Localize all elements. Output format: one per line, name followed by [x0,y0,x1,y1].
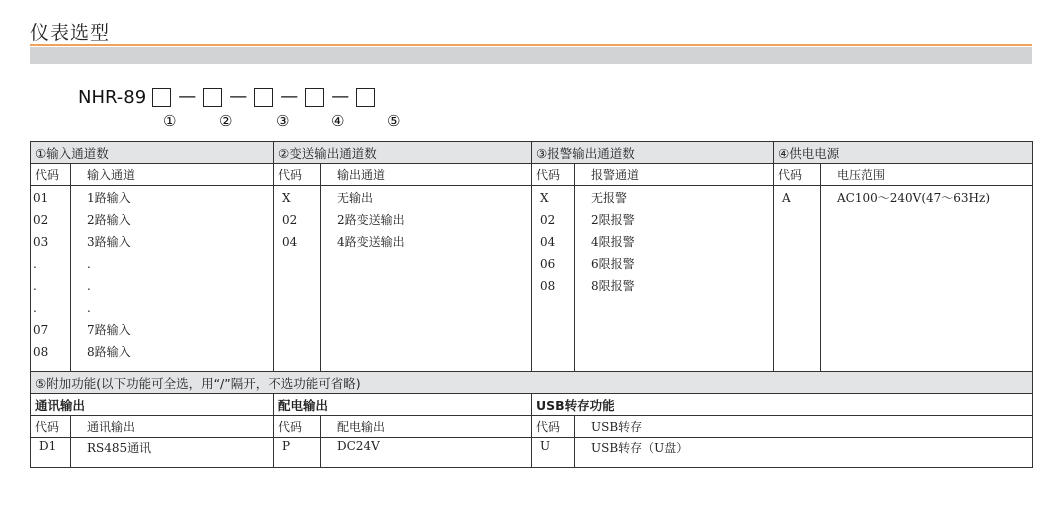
code-item: 02 [540,213,556,227]
value-header: 报警通道 [575,164,774,186]
value-item: USB转存（U盘） [575,438,1033,468]
value-header: 输出通道 [321,164,532,186]
group-header-row [31,142,1033,164]
title-underline [30,44,1032,46]
value-item: . [87,257,91,271]
slot-number-4: ④ [331,112,345,130]
code-header: 代码 [532,164,575,186]
code-list [774,186,821,372]
model-prefix: NHR-89 [78,86,147,108]
code-item: P [274,438,321,468]
value-item: 无报警 [591,191,628,205]
code-item: 03 [33,235,49,249]
value-item: 8路输入 [87,345,131,359]
code-item: 08 [540,279,556,293]
value-item: 2限报警 [591,213,635,227]
extras-header-row [31,372,1033,394]
extras-column-header-row [31,416,1033,438]
slot-number-5: ⑤ [387,112,401,130]
value-item: 7路输入 [87,323,131,337]
model-code-pattern [78,85,375,109]
value-header: 电压范围 [821,164,1033,186]
value-item: 4路变送输出 [337,235,405,249]
value-item: 4限报警 [591,235,635,249]
slot-number-2: ② [219,112,233,130]
value-list [821,186,1033,372]
slot-number-1: ① [163,112,177,130]
code-item: U [532,438,575,468]
value-item: RS485通讯 [71,438,274,468]
code-item: . [33,301,37,315]
code-item: 08 [33,345,49,359]
page-title: 仪表选型 [30,22,111,44]
value-item: 2路变送输出 [337,213,405,227]
code-slot-4 [305,88,324,107]
code-header: 代码 [31,164,71,186]
group-title-transmit: ②变送输出通道数 [274,142,532,164]
value-item: . [87,279,91,293]
code-header: 代码 [532,416,575,438]
code-item: 06 [540,257,556,271]
code-separator: — [229,86,248,107]
code-list [532,186,575,372]
value-item: 1路输入 [87,191,131,205]
code-header: 代码 [274,416,321,438]
value-item: AC100～240V(47～63Hz) [837,191,991,205]
group-title-input: ①输入通道数 [31,142,274,164]
section-title-comm: 通讯输出 [31,394,274,416]
code-item: A [782,191,791,205]
code-list [31,186,71,372]
group-title-alarm: ③报警输出通道数 [532,142,774,164]
extras-option-row [31,438,1033,468]
value-item: 8限报警 [591,279,635,293]
code-item: X [282,191,291,205]
code-item: . [33,279,37,293]
section-title-power-out: 配电输出 [274,394,532,416]
code-item: D1 [31,438,71,468]
value-header: 通讯输出 [71,416,274,438]
column-header-row [31,164,1033,186]
code-item: 02 [282,213,298,227]
options-row [31,186,1033,372]
code-slot-3 [254,88,273,107]
section-title-usb: USB转存功能 [532,394,1033,416]
value-list [321,186,532,372]
code-slot-1 [152,88,171,107]
code-item: X [540,191,549,205]
code-list [274,186,321,372]
code-item: . [33,257,37,271]
code-header: 代码 [274,164,321,186]
value-list [575,186,774,372]
value-list [71,186,274,372]
code-item: 02 [33,213,49,227]
code-item: 04 [282,235,298,249]
code-item: 01 [33,191,49,205]
value-item: 2路输入 [87,213,131,227]
code-item: 04 [540,235,556,249]
code-slot-5 [356,88,375,107]
value-item: 6限报警 [591,257,635,271]
code-header: 代码 [31,416,71,438]
value-header: 配电输出 [321,416,532,438]
extras-section-row [31,394,1033,416]
group-title-power: ④供电电源 [774,142,1033,164]
selection-table [30,141,1033,468]
value-item: 3路输入 [87,235,131,249]
value-header: USB转存 [575,416,1033,438]
code-slot-2 [203,88,222,107]
header-band [30,47,1032,64]
code-separator: — [280,86,299,107]
code-header: 代码 [774,164,821,186]
value-item: . [87,301,91,315]
value-header: 输入通道 [71,164,274,186]
code-item: 07 [33,323,49,337]
code-separator: — [331,86,350,107]
extras-title: ⑤附加功能(以下功能可全选，用“/”隔开，不选功能可省略) [31,372,1033,394]
code-separator: — [178,86,197,107]
slot-number-3: ③ [276,112,290,130]
value-item: 无输出 [337,191,374,205]
value-item: DC24V [321,438,532,468]
